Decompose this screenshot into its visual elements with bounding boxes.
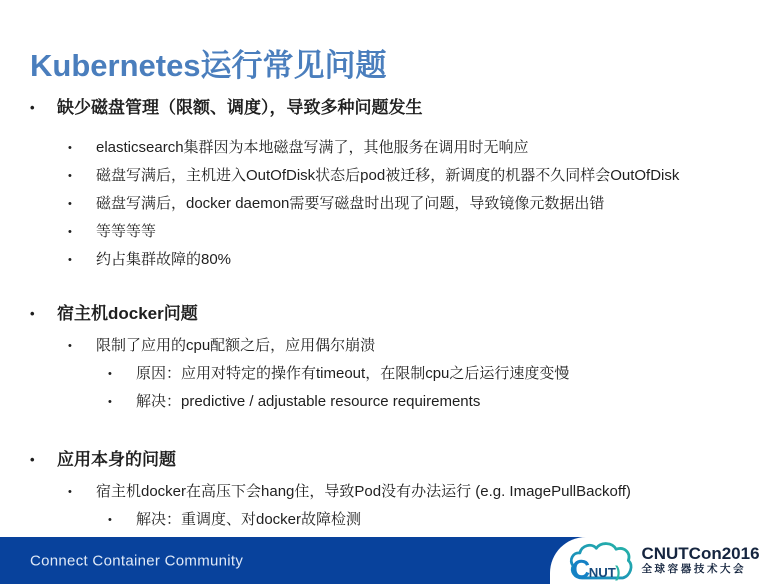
cloud-letter-c: C <box>572 555 591 583</box>
bullet-dot-icon: • <box>68 142 72 154</box>
bullet-item-level2 <box>68 246 764 274</box>
section-title: 缺少磁盘管理（限额、调度），导致多种问题发生 <box>57 98 423 117</box>
bullet-item-level2 <box>68 218 764 246</box>
bullet-item-level2 <box>68 162 764 190</box>
bullet-text: 约占集群故障的80% <box>96 251 232 268</box>
bullet-dot-icon: • <box>30 100 35 115</box>
logo-year: 2016 <box>721 544 760 563</box>
logo-brand-line <box>641 545 759 563</box>
bullet-dot-icon: • <box>108 396 112 408</box>
bullet-text: 宿主机docker在高压下会hang住，导致Pod没有办法运行 (e.g. ImagePullBackoff) <box>96 483 631 500</box>
bullet-text: elasticsearch集群因为本地磁盘写满了，其他服务在调用时无响应 <box>96 139 529 156</box>
cloud-letters-nut: NUT <box>589 564 617 580</box>
bullet-item-level3 <box>108 360 764 388</box>
bullet-item-level1 <box>30 448 764 472</box>
bullet-dot-icon: • <box>68 254 72 266</box>
bullet-item-level2 <box>68 332 764 360</box>
bullet-dot-icon: • <box>30 306 35 321</box>
bullet-dot-icon: • <box>108 368 112 380</box>
section-title: 应用本身的问题 <box>57 450 176 469</box>
bullet-item-level3 <box>108 506 764 534</box>
section-sublist <box>30 134 764 274</box>
bullet-item-level2 <box>68 134 764 162</box>
cnut-cloud-icon <box>568 539 634 583</box>
bullet-item-level1 <box>30 96 764 120</box>
footer-slogan: Connect Container Community <box>30 552 244 569</box>
bullet-dot-icon: • <box>68 198 72 210</box>
cloud-paren: ) <box>615 562 621 581</box>
slide-body <box>30 96 764 534</box>
bullet-item-level1 <box>30 302 764 326</box>
bullet-dot-icon: • <box>108 514 112 526</box>
cnutcon-logo-panel <box>550 537 778 584</box>
bullet-dot-icon: • <box>68 340 72 352</box>
bullet-item-level3 <box>108 388 764 416</box>
logo-text-block <box>641 545 759 576</box>
bullet-dot-icon: • <box>68 170 72 182</box>
bullet-text: 磁盘写满后，docker daemon需要写磁盘时出现了问题，导致镜像元数据出错 <box>96 195 605 212</box>
bullet-item-level2 <box>68 190 764 218</box>
bullet-text: 磁盘写满后，主机进入OutOfDisk状态后pod被迁移，新调度的机器不久同样会OutOfDisk <box>96 167 680 184</box>
bullet-text: 解决：重调度、对docker故障检测 <box>136 511 362 528</box>
logo-brand: CNUTCon <box>641 544 722 563</box>
bullet-dot-icon: • <box>68 226 72 238</box>
bullet-item-level2 <box>68 478 764 506</box>
slide-title: Kubernetes运行常见问题 <box>30 48 387 83</box>
bullet-dot-icon: • <box>68 486 72 498</box>
bullet-text: 限制了应用的cpu配额之后，应用偶尔崩溃 <box>96 337 376 354</box>
logo-subtitle: 全球容器技术大会 <box>641 563 747 575</box>
footer-bar <box>0 537 778 584</box>
bullet-text: 等等等等 <box>96 223 157 240</box>
bullet-dot-icon: • <box>30 452 35 467</box>
bullet-text: 解决：predictive / adjustable resource requirements <box>136 393 481 410</box>
section-title: 宿主机docker问题 <box>57 304 198 323</box>
bullet-text: 原因：应用对特定的操作有timeout，在限制cpu之后运行速度变慢 <box>136 365 570 382</box>
